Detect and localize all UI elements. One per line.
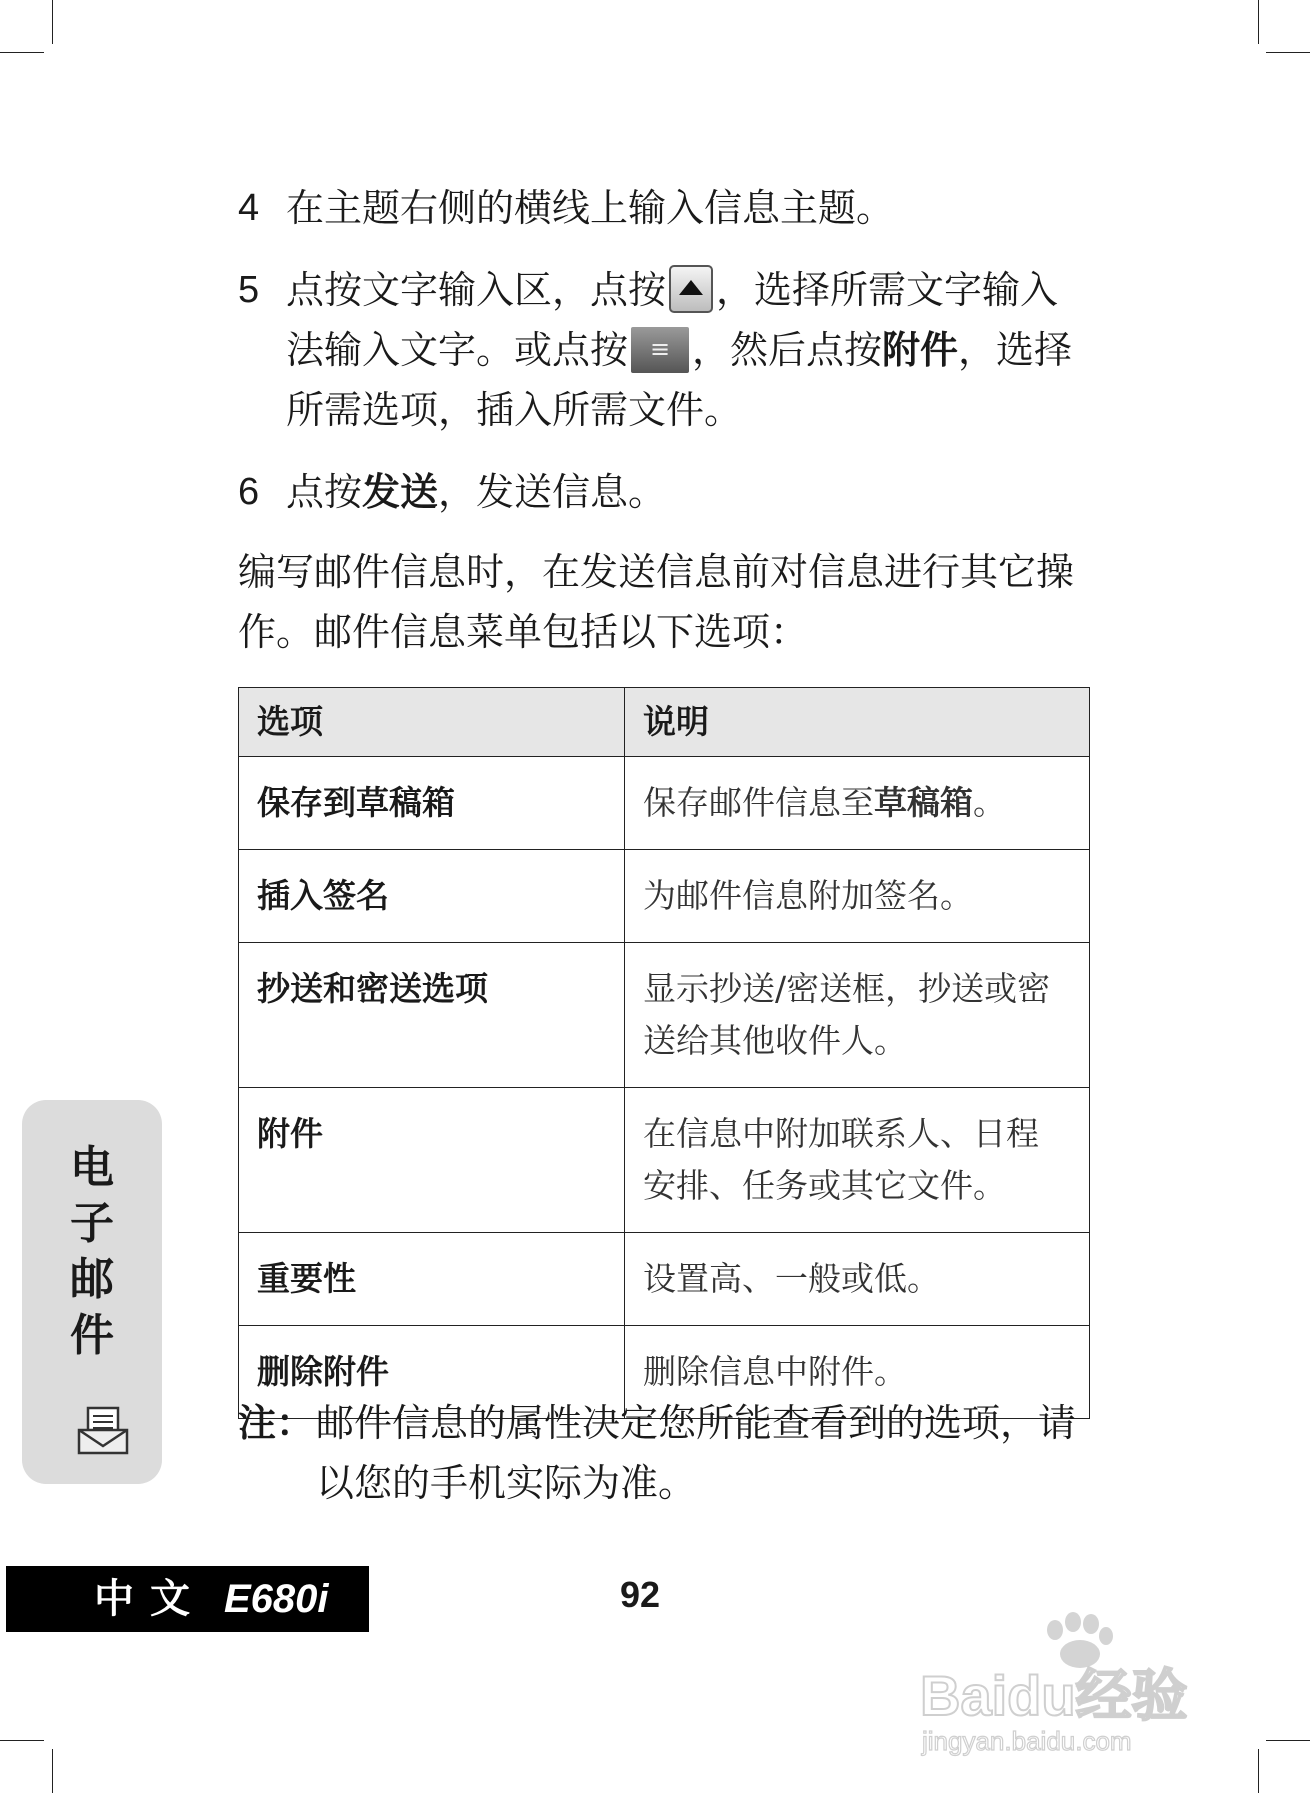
description-cell: 设置高、一般或低。 xyxy=(625,1233,1090,1326)
crop-mark xyxy=(52,0,53,44)
option-cell: 插入签名 xyxy=(239,850,625,943)
note-label: 注： xyxy=(238,1401,315,1445)
step-text-part: 点按文字输入区，点按 xyxy=(286,268,667,312)
mail-icon xyxy=(76,1406,130,1456)
step-number: 5 xyxy=(238,269,260,311)
crop-mark xyxy=(0,52,44,53)
step-bold-term: 附件 xyxy=(882,328,959,372)
crop-mark xyxy=(52,1749,53,1793)
header-description: 说明 xyxy=(625,688,1090,757)
side-tab-title xyxy=(22,1140,162,1364)
description-cell xyxy=(625,757,1090,850)
step-number: 6 xyxy=(238,471,260,513)
description-cell: 删除信息中附件。 xyxy=(625,1326,1090,1419)
table-row xyxy=(239,1233,1090,1326)
side-tab-char: 件 xyxy=(70,1310,114,1361)
table-row xyxy=(239,943,1090,1088)
table-header-row xyxy=(239,688,1090,757)
language-label: 中文 xyxy=(94,1576,206,1622)
option-cell: 附件 xyxy=(239,1088,625,1233)
option-cell: 抄送和密送选项 xyxy=(239,943,625,1088)
description-bold-term: 草稿箱 xyxy=(874,783,973,822)
step-text: 在主题右侧的横线上输入信息主题。 xyxy=(286,186,895,230)
note xyxy=(238,1393,1094,1513)
note-text: 邮件信息的属性决定您所能查看到的选项，请以您的手机实际为准。 xyxy=(316,1401,1077,1505)
side-tab-char: 子 xyxy=(70,1198,114,1249)
section-side-tab xyxy=(22,1100,162,1484)
watermark-brand: Baidu经验 xyxy=(920,1664,1188,1727)
step-list xyxy=(238,178,1090,522)
description-text: 。 xyxy=(973,783,1006,822)
crop-mark xyxy=(0,1740,44,1741)
description-cell: 在信息中附加联系人、日程安排、任务或其它文件。 xyxy=(625,1088,1090,1233)
step-5 xyxy=(238,260,1090,440)
option-cell: 保存到草稿箱 xyxy=(239,757,625,850)
menu-button-icon xyxy=(631,327,689,373)
description-cell: 显示抄送/密送框，抄送或密送给其他收件人。 xyxy=(625,943,1090,1088)
option-cell: 重要性 xyxy=(239,1233,625,1326)
description-text: 保存邮件信息至 xyxy=(643,783,874,822)
step-6 xyxy=(238,462,1090,522)
table-row xyxy=(239,1088,1090,1233)
step-text-part: 点按 xyxy=(286,470,363,514)
input-method-up-arrow-icon xyxy=(669,265,713,313)
option-cell: 删除附件 xyxy=(239,1326,625,1419)
header-option: 选项 xyxy=(239,688,625,757)
step-text xyxy=(286,462,1090,522)
intro-paragraph: 编写邮件信息时，在发送信息前对信息进行其它操作。邮件信息菜单包括以下选项： xyxy=(238,550,1075,654)
step-4 xyxy=(238,178,1090,238)
side-tab-char: 电 xyxy=(70,1142,114,1193)
model-name: E680i xyxy=(224,1577,329,1621)
watermark-url: jingyan.baidu.com xyxy=(922,1726,1132,1756)
crop-mark xyxy=(1258,0,1259,44)
description-cell: 为邮件信息附加签名。 xyxy=(625,850,1090,943)
step-text-part: ，选择所需文字输入法输入文字。或点按 xyxy=(286,268,1059,372)
step-text xyxy=(286,260,1090,440)
crop-mark xyxy=(1266,52,1310,53)
table-row xyxy=(239,850,1090,943)
page-number: 92 xyxy=(619,1574,661,1615)
options-table xyxy=(238,687,1090,1419)
step-text-part: ，发送信息。 xyxy=(438,470,667,514)
step-bold-term: 发送 xyxy=(362,470,439,514)
table-row xyxy=(239,757,1090,850)
side-tab-char: 邮 xyxy=(70,1254,114,1305)
model-label-bar xyxy=(6,1566,369,1632)
baidu-jingyan-watermark xyxy=(920,1600,1290,1760)
step-number: 4 xyxy=(238,187,260,229)
step-text-part: ，选择所需选项，插入所需文件。 xyxy=(286,328,1073,432)
step-text-part: ，然后点按 xyxy=(692,328,883,372)
